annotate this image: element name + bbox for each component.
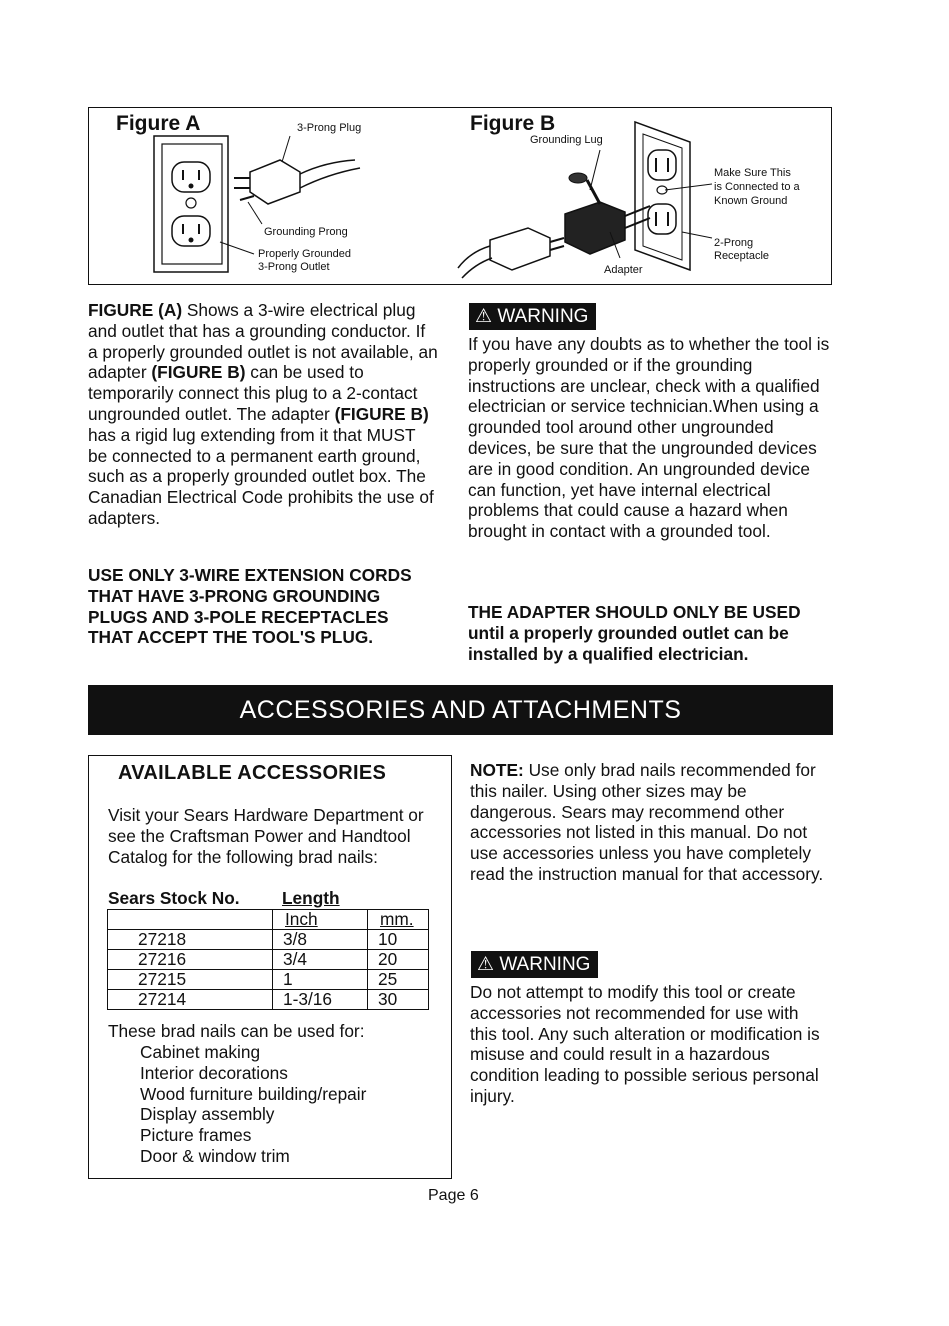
figure-a-paragraph	[88, 300, 438, 529]
label-receptacle: Receptacle	[714, 250, 770, 262]
stock-cell: 27214	[108, 990, 273, 1010]
warning-label-1: WARNING	[497, 306, 589, 327]
uses-list	[110, 1042, 366, 1167]
label-grounding-lug: Grounding Lug	[530, 134, 603, 146]
uses-lead: These brad nails can be used for:	[108, 1021, 365, 1041]
mm-cell: 25	[368, 970, 429, 990]
label-3-prong-plug: 3-Prong Plug	[297, 122, 362, 134]
list-item: Door & window trim	[140, 1145, 290, 1166]
list-item: Interior decorations	[140, 1062, 288, 1083]
warning-icon: ⚠	[475, 306, 493, 327]
table-row	[108, 930, 429, 950]
outlet-plate	[154, 136, 228, 272]
modify-warning-text: Do not attempt to modify this tool or create accessories not recommended for use with this tool. Any such alteration or modification is misuse and could result in a hazardous condition leading to possible serious personal injury.	[470, 982, 820, 1106]
label-make-sure-1: Make Sure This	[714, 167, 791, 179]
list-item: Display assembly	[140, 1104, 275, 1125]
accessories-intro: Visit your Sears Hardware Department or see the Craftsman Power and Handtool Catalog for the following brad nails:	[108, 805, 424, 867]
table-row	[108, 950, 429, 970]
label-2-prong: 2-Prong	[714, 237, 754, 249]
col-inch-header: Inch	[285, 909, 318, 929]
paragraph-part-1: Shows a 3-wire electrical plug and outlet that has a grounding conductor. If a properly grounded outlet is not available, an adapter	[88, 300, 438, 383]
figure-b-ref-1: (FIGURE B)	[151, 362, 246, 383]
note-lead: NOTE:	[470, 760, 524, 780]
inch-cell: 3/4	[273, 950, 368, 970]
inch-cell: 1-3/16	[273, 990, 368, 1010]
adapter-note: THE ADAPTER SHOULD ONLY BE USED until a properly grounded outlet can be installed by a qualified electrician.	[468, 602, 801, 664]
nails-table	[107, 909, 429, 1010]
receptacle-socket-bottom	[648, 204, 676, 234]
col-mm-header: mm.	[380, 909, 414, 929]
mm-cell: 30	[368, 990, 429, 1010]
plug-body	[250, 160, 300, 204]
stock-cell: 27218	[108, 930, 273, 950]
grounding-lug-screw	[569, 173, 587, 183]
col-length-header: Length	[282, 888, 340, 908]
note-paragraph	[470, 760, 825, 885]
mm-cell: 20	[368, 950, 429, 970]
accessories-heading: AVAILABLE ACCESSORIES	[118, 762, 387, 784]
col-stock-header: Sears Stock No.	[108, 888, 240, 908]
receptacle-socket-top	[648, 150, 676, 180]
stock-cell: 27216	[108, 950, 273, 970]
warning-icon: ⚠	[477, 954, 495, 975]
stock-cell: 27215	[108, 970, 273, 990]
mm-cell: 10	[368, 930, 429, 950]
list-item: Wood furniture building/repair	[140, 1083, 367, 1104]
warning-badge-1	[469, 303, 596, 330]
table-row	[108, 970, 429, 990]
figure-a-lead: FIGURE (A)	[88, 300, 183, 320]
figure-b-ref-2: (FIGURE B)	[334, 403, 429, 424]
label-properly-grounded: Properly Grounded	[258, 248, 351, 260]
adapter-body	[565, 202, 625, 254]
label-adapter: Adapter	[604, 264, 643, 276]
outlet-screw	[186, 198, 196, 208]
note-text: Use only brad nails recommended for this nailer. Using other sizes may be dangerous. Sears may recommend other accessories not listed in this manual. Do not use accessories unless you have completely read the instruction manual for that accessory.	[470, 760, 824, 884]
figure-b-title: Figure B	[470, 112, 556, 135]
table-row	[108, 990, 429, 1010]
paragraph-part-2: can be used to temporarily connect this plug to a 2-contact ungrounded outlet. The adapter	[88, 362, 418, 424]
plug-cord	[300, 160, 355, 174]
list-item: Picture frames	[140, 1125, 252, 1146]
label-grounding-prong: Grounding Prong	[264, 226, 348, 238]
page-number: Page 6	[428, 1187, 479, 1204]
figure-b-illustration	[450, 120, 720, 280]
label-3-prong-outlet: 3-Prong Outlet	[258, 261, 330, 273]
table-header-row	[108, 910, 429, 930]
extension-cord-note: USE ONLY 3-WIRE EXTENSION CORDS THAT HAVE 3-PRONG GROUNDING PLUGS AND 3-POLE RECEPTACLES THAT ACCEPT THE TOOL'S PLUG.	[88, 565, 412, 648]
grounding-warning-text: If you have any doubts as to whether the tool is properly grounded or if the grounding instructions are unclear, check with a qualified electrician or service technician.When using a grounded tool around other ungrounded devices, be sure that the ungrounded devices are in good condition. An ungrounded device can function, yet have internal electrical problems that could cause a hazard when brought in contact with a grounded tool.	[468, 334, 830, 542]
warning-badge-2	[471, 951, 598, 978]
label-make-sure-2: is Connected to a	[714, 181, 800, 193]
label-make-sure-3: Known Ground	[714, 195, 788, 207]
list-item: Cabinet making	[140, 1042, 261, 1062]
warning-label-2: WARNING	[499, 954, 591, 975]
inch-cell: 1	[273, 970, 368, 990]
section-banner: ACCESSORIES AND ATTACHMENTS	[88, 685, 833, 735]
b-plug-body	[490, 228, 550, 270]
inch-cell: 3/8	[273, 930, 368, 950]
paragraph-part-3: has a rigid lug extending from it that MUST be connected to a permanent earth ground, such as a properly grounded outlet box. The Canadian Electrical Code prohibits the use of adapters.	[88, 424, 434, 528]
figure-a-title: Figure A	[116, 112, 201, 135]
